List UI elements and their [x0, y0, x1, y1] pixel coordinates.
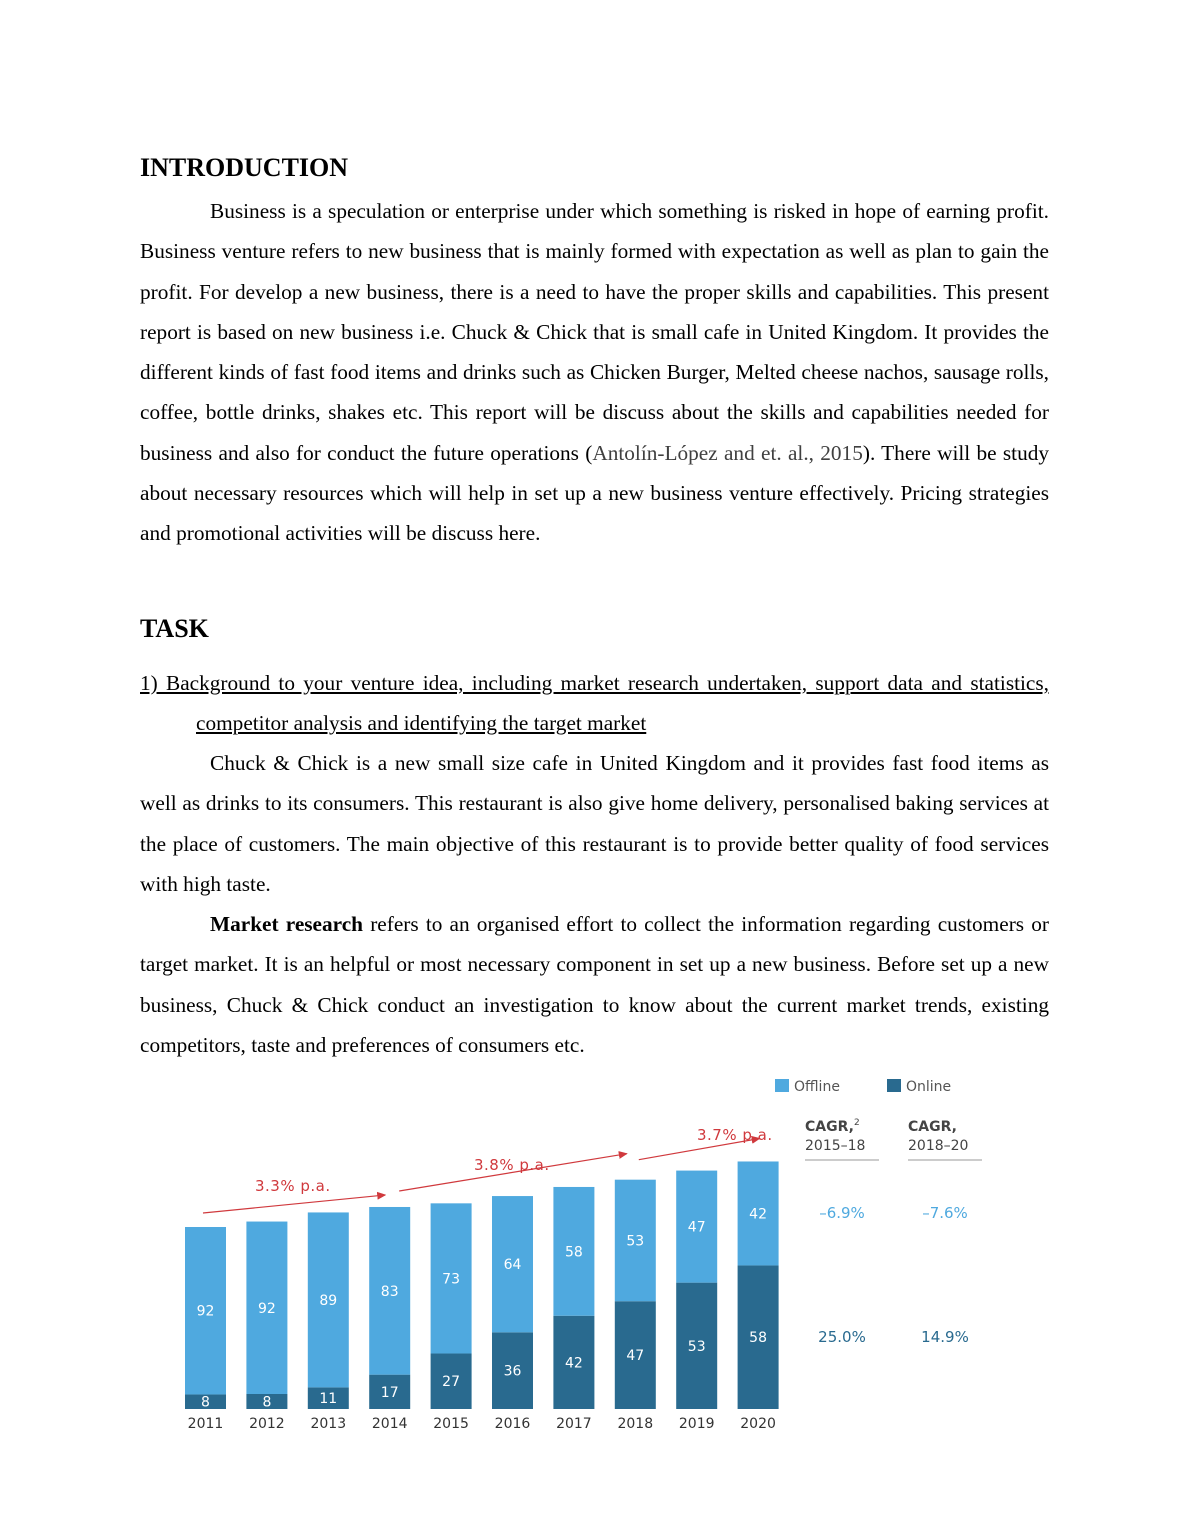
label-online-2011: 8	[201, 1394, 210, 1411]
intro-paragraph	[140, 191, 1049, 554]
cagr-offline-2: –7.6%	[922, 1204, 968, 1222]
legend-label-offline: Offline	[794, 1079, 840, 1095]
tick-label-2018: 2018	[617, 1416, 654, 1432]
label-online-2013: 11	[319, 1391, 338, 1408]
tick-label-2017: 2017	[556, 1416, 592, 1432]
label-online-2016: 36	[503, 1363, 522, 1380]
cagr-offline-1: –6.9%	[819, 1204, 865, 1222]
tick-label-2015: 2015	[433, 1416, 469, 1432]
tick-label-2020: 2020	[740, 1416, 776, 1432]
legend-swatch-offline	[775, 1079, 789, 1092]
label-online-2017: 42	[564, 1355, 583, 1372]
label-offline-2019: 47	[687, 1219, 706, 1236]
cagr-period-1: 2015–18	[805, 1138, 866, 1154]
label-online-2018: 47	[626, 1348, 645, 1365]
label-offline-2015: 73	[442, 1271, 461, 1288]
chart-legend	[775, 1079, 951, 1095]
label-online-2020: 58	[749, 1330, 768, 1347]
cagr-online-1: 25.0%	[818, 1328, 866, 1346]
label-online-2019: 53	[687, 1338, 706, 1355]
task-heading: TASK	[140, 614, 209, 643]
market-research-term: Market research	[210, 912, 364, 936]
tick-label-2019: 2019	[678, 1416, 715, 1432]
sales-chart-svg	[160, 1064, 1000, 1444]
label-offline-2013: 89	[319, 1292, 338, 1309]
intro-text-a: Business is a speculation or enterprise under which something is risked in hope of earning profit. Business venture refers to new business that is mainly formed with expectation as well as plan to gain the profit. For develop a new business, there is a need to have the proper skills and capabilities. This present report is based on new business i.e. Chuck & Chick that is small cafe in United Kingdom. It provides the different kinds of fast food items and drinks such as Chicken Burger, Melted cheese nachos, sausage rolls, coffee, bottle drinks, shakes etc. This report will be discuss about the skills and capabilities needed for business and also for conduct the future operations (	[140, 199, 1049, 465]
cagr-online-2: 14.9%	[921, 1328, 969, 1346]
market-research-text: refers to an organised effort to collect the information regarding customers or target market. It is an helpful or most necessary component in set up a new business. Before set up a new business, Chuck & Chick conduct an investigation to know about the current market trends, existing competitors, taste and preferences of consumers etc.	[140, 912, 1049, 1057]
growth-label-3: 3.7% p.a.	[697, 1126, 773, 1144]
label-offline-2017: 58	[564, 1244, 583, 1261]
growth-label-1: 3.3% p.a.	[255, 1177, 331, 1195]
legend-swatch-online	[887, 1079, 901, 1092]
growth-label-2: 3.8% p.a.	[474, 1156, 550, 1174]
cagr-table	[805, 1118, 982, 1346]
tick-label-2011: 2011	[187, 1416, 224, 1432]
label-offline-2018: 53	[626, 1233, 645, 1250]
task-item-1: 1) Background to your venture idea, including market research undertaken, support data and statistics, competitor analysis and identifying the target market	[140, 671, 1049, 735]
intro-text-b: ). There will be study about necessary resources which will help in set up a new business venture effectively. Pricing strategies and promotional activities will be discuss here.	[140, 440, 1050, 546]
tick-label-2013: 2013	[310, 1416, 347, 1432]
legend-label-online: Online	[906, 1079, 952, 1095]
citation: Antolín-López and et. al., 2015	[592, 440, 863, 465]
label-online-2014: 17	[380, 1384, 399, 1401]
tick-label-2016: 2016	[494, 1416, 531, 1432]
cagr-header-1: CAGR,$^2$	[805, 1118, 860, 1135]
growth-arrow-1	[203, 1195, 385, 1213]
label-online-2015: 27	[442, 1374, 461, 1391]
label-offline-2012: 92	[257, 1300, 276, 1317]
venture-paragraph: Chuck & Chick is a new small size cafe in United Kingdom and it provides fast food items as well as drinks to its consumers. This restaurant is also give home delivery, personalised baking services at the place of customers. The main objective of this restaurant is to provide better quality of food services with high taste.	[140, 751, 1049, 896]
label-offline-2011: 92	[196, 1303, 215, 1320]
cagr-period-2: 2018–20	[908, 1138, 969, 1154]
label-offline-2014: 83	[380, 1283, 399, 1300]
label-offline-2020: 42	[749, 1206, 768, 1223]
label-offline-2016: 64	[503, 1257, 522, 1274]
cagr-header-2: CAGR,	[908, 1119, 957, 1135]
tick-label-2012: 2012	[249, 1416, 285, 1432]
market-research-paragraph	[140, 904, 1049, 1065]
sales-chart	[160, 1064, 1000, 1444]
label-online-2012: 8	[262, 1394, 272, 1411]
intro-heading: INTRODUCTION	[140, 153, 349, 182]
bars-layer	[185, 1161, 779, 1409]
tick-label-2014: 2014	[371, 1416, 408, 1432]
